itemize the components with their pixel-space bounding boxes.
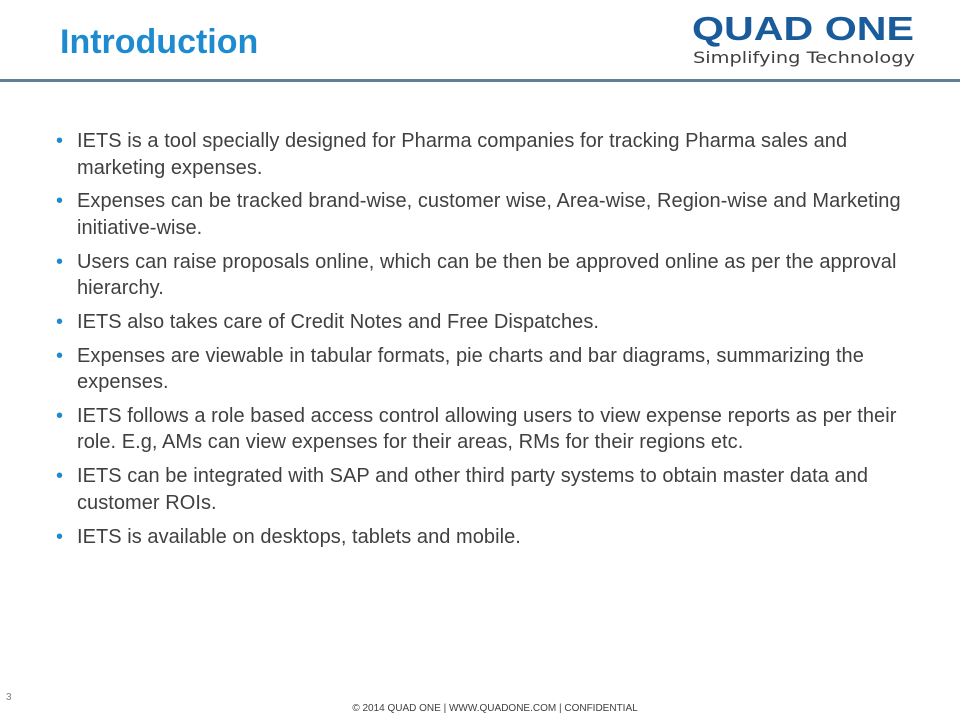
bullet-icon: •: [56, 190, 64, 213]
bullet-text: Expenses are viewable in tabular formats, pie charts and bar diagrams, summarizing the expenses.: [77, 344, 864, 394]
bullet-text: Users can raise proposals online, which can be then be approved online as per the approval hierarchy.: [77, 250, 897, 300]
page-number: 3: [6, 692, 12, 703]
logo-graphic: [686, 10, 926, 72]
slide-title: Introduction: [60, 23, 259, 61]
bullet-item: [56, 128, 906, 181]
bullet-icon: •: [56, 465, 64, 488]
bullet-item: [56, 343, 906, 396]
bullet-text: IETS can be integrated with SAP and other third party systems to obtain master data and customer ROIs.: [77, 465, 869, 514]
logo-tagline-text: Simplifying Technology: [693, 48, 915, 67]
bullet-item: [56, 249, 906, 302]
bullet-text: IETS is available on desktops, tablets and mobile.: [77, 525, 521, 548]
bullet-text: IETS also takes care of Credit Notes and Free Dispatches.: [77, 310, 599, 333]
bullet-icon: •: [56, 404, 64, 427]
bullet-icon: •: [56, 250, 64, 273]
bullet-text: IETS follows a role based access control allowing users to view expense reports as per their role. E.g, AMs can view expenses for their areas, RMs for their regions etc.: [77, 404, 897, 454]
footer-text: © 2014 QUAD ONE | WWW.QUADONE.COM | CONFIDENTIAL: [352, 703, 638, 714]
quad-one-logo: [686, 10, 926, 72]
bullet-item: [56, 403, 906, 456]
bullet-icon: •: [56, 130, 64, 152]
logo-brand-text: QUAD ONE: [692, 10, 914, 47]
bullet-item: [56, 524, 906, 551]
bullet-item: [56, 309, 906, 336]
bullet-text: IETS is a tool specially designed for Pharma companies for tracking Pharma sales and marketing expenses.: [77, 130, 848, 179]
bullet-list: [56, 128, 906, 557]
header-divider: [0, 79, 960, 82]
bullet-icon: •: [56, 310, 64, 333]
bullet-icon: •: [56, 344, 64, 367]
bullet-item: [56, 188, 906, 241]
bullet-icon: •: [56, 525, 64, 548]
bullet-text: Expenses can be tracked brand-wise, customer wise, Area-wise, Region-wise and Marketing initiative-wise.: [77, 190, 901, 239]
bullet-item: [56, 463, 906, 516]
